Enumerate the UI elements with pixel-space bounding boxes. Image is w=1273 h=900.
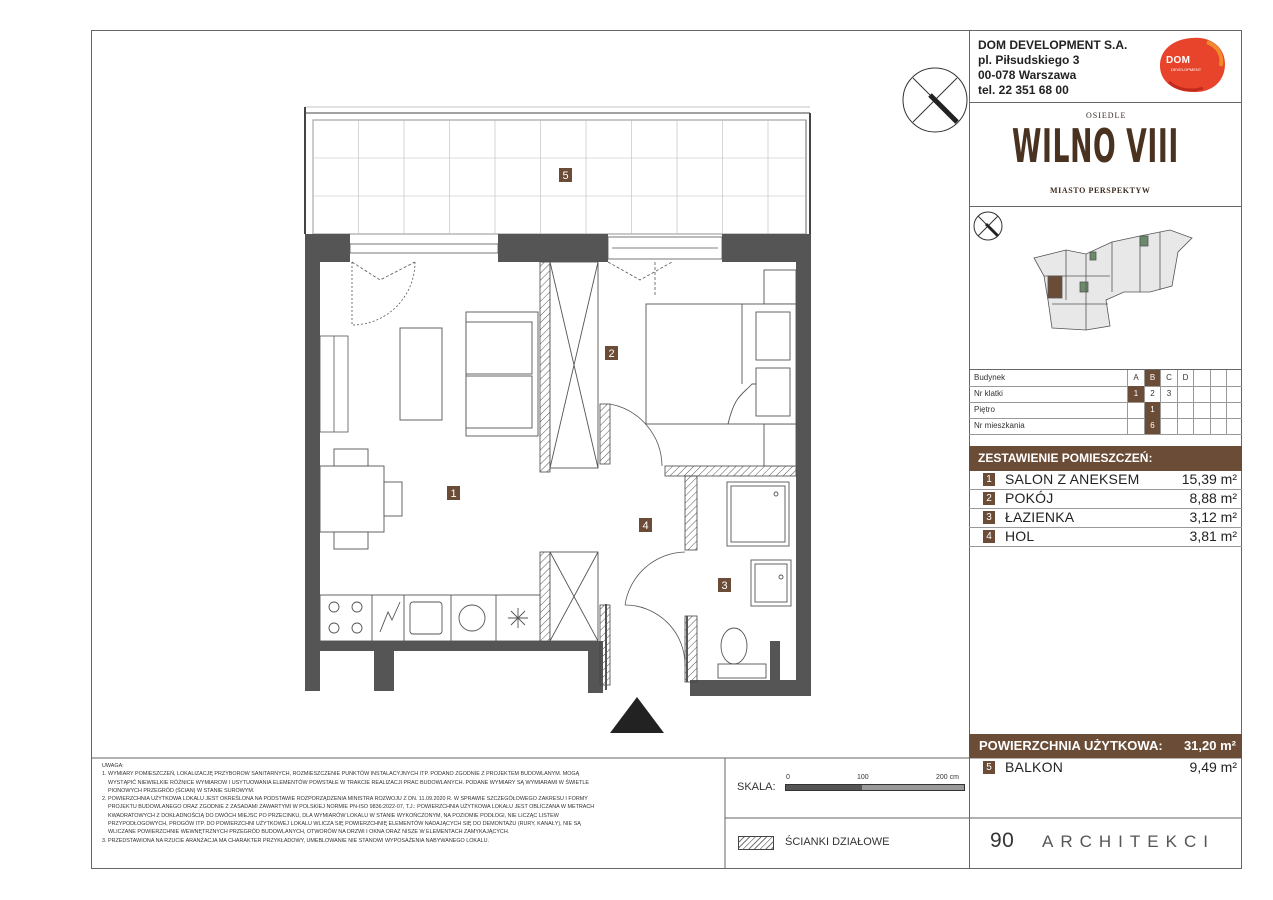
svg-text:1: 1 xyxy=(450,488,457,500)
svg-text:5: 5 xyxy=(562,170,569,182)
room-row xyxy=(969,471,1242,490)
selector-row-label: Nr klatki xyxy=(974,389,1003,398)
selector-cell xyxy=(1193,402,1210,418)
notes xyxy=(102,762,718,845)
divider xyxy=(969,206,1242,207)
partition-hatch-swatch xyxy=(738,836,774,850)
room-number: 1 xyxy=(983,473,995,486)
company-phone: tel. 22 351 68 00 xyxy=(978,83,1069,97)
scale-bar xyxy=(785,784,965,791)
project-prefix: OSIEDLE xyxy=(1086,111,1127,120)
wardrobes xyxy=(550,262,598,641)
note-line: 2. POWIERZCHNIA UŻYTKOWA LOKALU JEST OKREŚLONA NA PODSTAWIE ROZPORZĄDZENIA MINISTRA ROZWOJU Z DN. 11.09.2020 R. W SPRAWIE SZCZEGÓŁOWEGO ZAKRESU I FORMY xyxy=(102,796,588,803)
selector-cell xyxy=(1160,402,1177,418)
architect-name: ARCHITEKCI xyxy=(1042,832,1215,851)
entrance-arrow-icon xyxy=(610,697,664,733)
selector-cell xyxy=(1210,418,1227,434)
balcony-area: 9,49 m² xyxy=(1189,759,1237,775)
selector-row xyxy=(969,386,1242,403)
scale-tick: 0 xyxy=(786,774,790,781)
room-row xyxy=(969,490,1242,509)
room-name: HOL xyxy=(1005,528,1035,544)
selector-cell: 1 xyxy=(1127,386,1144,402)
selector-cell: 2 xyxy=(1144,386,1161,402)
selector-cell: C xyxy=(1160,370,1177,386)
note-line: WYSTĄPIĆ NIEWIELKIE RÓŻNICE WYMIAROW I USYTUOWANIA ELEMENTÓW POWSTAŁE W TRAKCIE REALIZACJI PRAC BUDOWLANYCH. PODANE WYMIARY SĄ WYMIARAMI W ŚWIETLE xyxy=(108,779,590,786)
selector-cell xyxy=(1193,370,1210,386)
selector-cell xyxy=(1177,402,1194,418)
selector-row xyxy=(969,402,1242,419)
room-name: SALON Z ANEKSEM xyxy=(1005,471,1140,487)
selector-cell: 6 xyxy=(1144,418,1161,434)
logo-text: DOM xyxy=(1166,55,1191,66)
selector-cell xyxy=(1226,386,1243,402)
total-area-bar xyxy=(969,734,1242,758)
selector-cell: 3 xyxy=(1160,386,1177,402)
note-line: KWADRATOWYCH Z DOKŁADNOŚCIĄ DO DWÓCH MIEJSC PO PRZECINKU, DLA WYMIARÓW LOKALU W STANIE WYKOŃCZONYM, NA POZIOMIE PODŁOGI, NIE LICZĄC LISTEW xyxy=(108,812,559,819)
selector-cell: 1 xyxy=(1144,402,1161,418)
living-furniture xyxy=(320,312,540,641)
room-name: ŁAZIENKA xyxy=(1005,509,1075,525)
project-tagline: MIASTO PERSPEKTYW xyxy=(1050,186,1151,195)
selector-row xyxy=(969,418,1242,435)
room-number: 2 xyxy=(983,492,995,505)
balcony-number: 5 xyxy=(983,761,995,774)
company-info xyxy=(978,38,1127,98)
selector-row xyxy=(969,370,1242,387)
selector-cell xyxy=(1210,402,1227,418)
selector-cell xyxy=(1127,402,1144,418)
bed xyxy=(646,270,796,466)
note-line: PIONOWYCH PRZEGRÓD (ŚCIAN) W STANIE SUROWYM. xyxy=(108,787,255,794)
selector-cell xyxy=(1160,418,1177,434)
selector-cell xyxy=(1226,418,1243,434)
svg-text:4: 4 xyxy=(642,520,649,532)
company-name: DOM DEVELOPMENT S.A. xyxy=(978,38,1128,52)
selector-row-label: Nr mieszkania xyxy=(974,421,1025,430)
selector-cell xyxy=(1177,418,1194,434)
note-line: PRZYPODŁOGOWYCH, PROGÓW ITP. DO POWIERZCHNI UŻYTKOWEJ LOKALU WLICZA SIĘ POWIERZCHNIĘ ELEMENTÓW NADAJĄCYCH SIĘ DO DEMONTAŻU (RURY, KANAŁY), NIE SĄ xyxy=(108,821,581,828)
logo-subtext: DEVELOPMENT xyxy=(1171,67,1202,72)
room-area: 15,39 m² xyxy=(1181,471,1237,487)
svg-text:2: 2 xyxy=(608,348,615,360)
selector-cell xyxy=(1177,386,1194,402)
balcony-name: BALKON xyxy=(1005,759,1063,775)
company-city: 00-078 Warszawa xyxy=(978,68,1077,82)
room-row xyxy=(969,528,1242,547)
note-line: 1. WYMIARY POMIESZCZEŃ, LOKALIZACJĘ PRZYBOROW SANITARNYCH, ROZMIESZCZENIE PUNKTÓW INSTALACYJNYCH ITP. PODANO ZGODNIE Z PROJEKTEM BUDOWLANYM. MOGĄ xyxy=(102,771,580,778)
divider xyxy=(969,102,1242,103)
north-compass-icon xyxy=(903,68,967,132)
architect-number: 90 xyxy=(990,829,1015,852)
selector-cell xyxy=(1193,418,1210,434)
room-row xyxy=(969,509,1242,528)
project-name: WILNO VIII xyxy=(1012,119,1179,173)
selector-cell xyxy=(1210,386,1227,402)
selector-row-label: Budynek xyxy=(974,373,1006,382)
total-area-value: 31,20 m² xyxy=(1183,738,1236,753)
selector-cell xyxy=(1210,370,1227,386)
selector-cell: B xyxy=(1144,370,1161,386)
selector-cell xyxy=(1127,418,1144,434)
selector-row-label: Piętro xyxy=(974,405,995,414)
note-line: PROJEKTU BUDOWLANEGO ORAZ ZGODNIE Z ZASADAMI ZAWARTYMI W POLSKIEJ NORMIE PN-ISO 9836:2022-07, T.J.: POWIERZCHNIA UŻYTKOWA LOKALU JEST OBLICZANA W METRACH xyxy=(108,804,595,811)
total-area-label: POWIERZCHNIA UŻYTKOWA: xyxy=(979,738,1163,753)
partition-walls-legend: ŚCIANKI DZIAŁOWE xyxy=(785,836,890,848)
balcony xyxy=(305,107,810,234)
room-name: POKÓJ xyxy=(1005,490,1054,506)
selector-cell xyxy=(1193,386,1210,402)
room-area: 3,12 m² xyxy=(1189,509,1237,525)
selector-cell: D xyxy=(1177,370,1194,386)
scale-tick: 200 cm xyxy=(936,774,959,781)
svg-text:3: 3 xyxy=(721,580,728,592)
scale-tick: 100 xyxy=(857,774,869,781)
selector-cell: A xyxy=(1127,370,1144,386)
room-area: 3,81 m² xyxy=(1189,528,1237,544)
note-line: WLICZANE POWIERZCHNIE WEWNĘTRZNYCH PRZEGRÓD BUDOWLANYCH, OTWORÓW NA DRZWI I OKNA ORAZ NISZE W ELEMENTACH ZAMYKAJĄCYCH. xyxy=(108,829,510,836)
scale-label: SKALA: xyxy=(737,781,776,793)
balcony-row xyxy=(969,759,1242,777)
selector-cell xyxy=(1226,402,1243,418)
room-number: 3 xyxy=(983,511,995,524)
room-number: 4 xyxy=(983,530,995,543)
selector-cell xyxy=(1226,370,1243,386)
company-street: pl. Piłsudskiego 3 xyxy=(978,53,1080,67)
room-area: 8,88 m² xyxy=(1189,490,1237,506)
note-line: 3. PRZEDSTAWIONA NA RZUCIE ARANŻACJA MA CHARAKTER PRZYKŁADOWY, UMEBLOWANIE NIE STANOWI WYPOSAŻENIA NABYWANEGO LOKALU. xyxy=(102,837,489,844)
notes-heading: UWAGA: xyxy=(102,763,124,769)
rooms-summary-title: ZESTAWIENIE POMIESZCZEŃ: xyxy=(978,451,1153,465)
